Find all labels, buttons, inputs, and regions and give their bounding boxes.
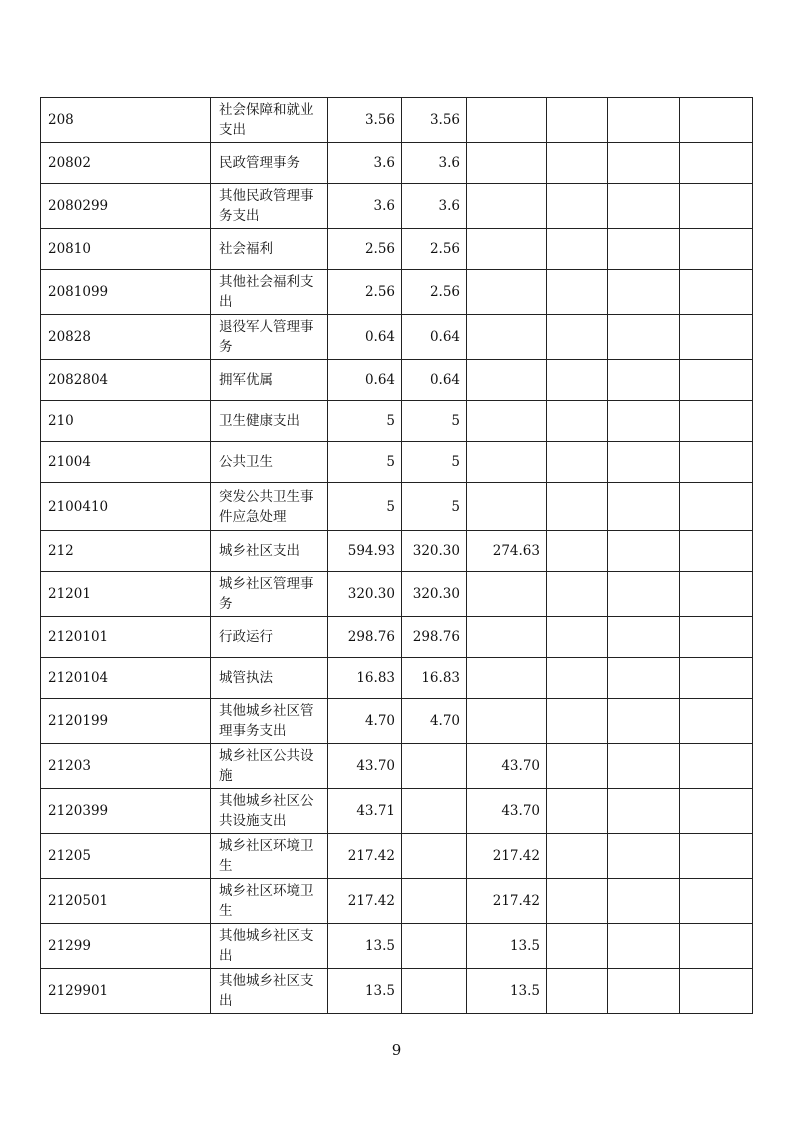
table-row [41, 969, 753, 1014]
row-code: 2120101 [41, 617, 211, 658]
row-project [467, 98, 547, 143]
row-code: 210 [41, 401, 211, 442]
row-project [467, 572, 547, 617]
row-col-8 [680, 969, 753, 1014]
row-basic [402, 789, 467, 834]
row-basic [402, 834, 467, 879]
row-total: 2.56 [328, 270, 402, 315]
row-code: 2120501 [41, 879, 211, 924]
row-col-7 [608, 143, 680, 184]
row-name: 卫生健康支出 [211, 401, 328, 442]
table-row [41, 143, 753, 184]
row-col-6 [547, 617, 608, 658]
row-total: 217.42 [328, 834, 402, 879]
table-row [41, 98, 753, 143]
row-col-7 [608, 401, 680, 442]
row-project [467, 143, 547, 184]
row-col-8 [680, 789, 753, 834]
row-name: 行政运行 [211, 617, 328, 658]
row-col-6 [547, 834, 608, 879]
row-col-8 [680, 98, 753, 143]
row-project: 13.5 [467, 969, 547, 1014]
table-row [41, 270, 753, 315]
row-col-7 [608, 969, 680, 1014]
table-row [41, 401, 753, 442]
row-col-6 [547, 924, 608, 969]
row-project: 274.63 [467, 531, 547, 572]
row-col-6 [547, 658, 608, 699]
row-name: 社会保障和就业支出 [211, 98, 328, 143]
table-row [41, 699, 753, 744]
row-name: 城乡社区管理事务 [211, 572, 328, 617]
row-total: 3.6 [328, 184, 402, 229]
row-name: 其他城乡社区支出 [211, 924, 328, 969]
row-col-8 [680, 531, 753, 572]
row-col-7 [608, 699, 680, 744]
row-project: 43.70 [467, 789, 547, 834]
row-name: 其他社会福利支出 [211, 270, 328, 315]
row-col-8 [680, 879, 753, 924]
table-row [41, 834, 753, 879]
row-name: 其他城乡社区支出 [211, 969, 328, 1014]
row-name: 城管执法 [211, 658, 328, 699]
row-col-7 [608, 98, 680, 143]
row-code: 21299 [41, 924, 211, 969]
table-row [41, 483, 753, 531]
row-code: 2129901 [41, 969, 211, 1014]
row-name: 城乡社区环境卫生 [211, 879, 328, 924]
row-col-7 [608, 270, 680, 315]
row-code: 2081099 [41, 270, 211, 315]
row-total: 5 [328, 442, 402, 483]
row-basic: 3.6 [402, 143, 467, 184]
row-basic: 3.56 [402, 98, 467, 143]
row-col-6 [547, 401, 608, 442]
row-total: 320.30 [328, 572, 402, 617]
row-col-8 [680, 270, 753, 315]
row-col-6 [547, 442, 608, 483]
table-row [41, 924, 753, 969]
row-col-6 [547, 744, 608, 789]
row-project [467, 315, 547, 360]
row-name: 公共卫生 [211, 442, 328, 483]
row-col-7 [608, 879, 680, 924]
table-row [41, 360, 753, 401]
row-total: 43.71 [328, 789, 402, 834]
row-col-7 [608, 531, 680, 572]
row-col-6 [547, 360, 608, 401]
row-col-7 [608, 789, 680, 834]
row-col-8 [680, 699, 753, 744]
row-col-7 [608, 483, 680, 531]
table-row [41, 572, 753, 617]
row-basic [402, 744, 467, 789]
row-col-7 [608, 744, 680, 789]
row-code: 2120399 [41, 789, 211, 834]
row-project [467, 184, 547, 229]
row-col-6 [547, 483, 608, 531]
row-col-7 [608, 315, 680, 360]
row-basic: 320.30 [402, 531, 467, 572]
row-col-8 [680, 184, 753, 229]
row-total: 0.64 [328, 315, 402, 360]
row-name: 其他城乡社区公共设施支出 [211, 789, 328, 834]
row-project: 43.70 [467, 744, 547, 789]
row-col-7 [608, 229, 680, 270]
row-project: 13.5 [467, 924, 547, 969]
row-project [467, 658, 547, 699]
row-basic: 16.83 [402, 658, 467, 699]
row-total: 594.93 [328, 531, 402, 572]
row-code: 20802 [41, 143, 211, 184]
row-code: 2120199 [41, 699, 211, 744]
row-name: 拥军优属 [211, 360, 328, 401]
row-name: 城乡社区环境卫生 [211, 834, 328, 879]
row-name: 其他城乡社区管理事务支出 [211, 699, 328, 744]
row-col-6 [547, 270, 608, 315]
row-name: 退役军人管理事务 [211, 315, 328, 360]
row-project [467, 270, 547, 315]
row-code: 208 [41, 98, 211, 143]
row-project [467, 442, 547, 483]
row-col-6 [547, 531, 608, 572]
table-row [41, 184, 753, 229]
row-col-8 [680, 658, 753, 699]
row-col-6 [547, 789, 608, 834]
row-code: 21205 [41, 834, 211, 879]
table-row [41, 229, 753, 270]
row-total: 3.6 [328, 143, 402, 184]
row-total: 3.56 [328, 98, 402, 143]
row-col-8 [680, 315, 753, 360]
row-project: 217.42 [467, 834, 547, 879]
row-col-8 [680, 143, 753, 184]
row-name: 民政管理事务 [211, 143, 328, 184]
row-col-7 [608, 360, 680, 401]
row-col-7 [608, 184, 680, 229]
row-col-8 [680, 442, 753, 483]
row-name: 社会福利 [211, 229, 328, 270]
table-row [41, 658, 753, 699]
row-total: 4.70 [328, 699, 402, 744]
table-row [41, 744, 753, 789]
row-project [467, 617, 547, 658]
row-code: 20828 [41, 315, 211, 360]
row-col-8 [680, 617, 753, 658]
row-total: 5 [328, 483, 402, 531]
row-basic: 2.56 [402, 270, 467, 315]
row-col-8 [680, 483, 753, 531]
row-col-6 [547, 699, 608, 744]
row-col-7 [608, 658, 680, 699]
row-name: 其他民政管理事务支出 [211, 184, 328, 229]
row-basic: 3.6 [402, 184, 467, 229]
table-row [41, 531, 753, 572]
row-basic: 0.64 [402, 360, 467, 401]
row-total: 16.83 [328, 658, 402, 699]
row-basic: 298.76 [402, 617, 467, 658]
row-name: 突发公共卫生事件应急处理 [211, 483, 328, 531]
row-project [467, 699, 547, 744]
row-total: 298.76 [328, 617, 402, 658]
table-row [41, 789, 753, 834]
row-project [467, 360, 547, 401]
row-col-6 [547, 229, 608, 270]
row-col-7 [608, 617, 680, 658]
row-col-8 [680, 229, 753, 270]
row-total: 217.42 [328, 879, 402, 924]
row-project: 217.42 [467, 879, 547, 924]
row-code: 2120104 [41, 658, 211, 699]
table-row [41, 315, 753, 360]
row-col-6 [547, 98, 608, 143]
row-col-7 [608, 442, 680, 483]
row-col-8 [680, 744, 753, 789]
row-col-7 [608, 834, 680, 879]
row-code: 2100410 [41, 483, 211, 531]
row-basic: 5 [402, 401, 467, 442]
row-basic: 5 [402, 483, 467, 531]
row-col-8 [680, 572, 753, 617]
row-code: 21201 [41, 572, 211, 617]
row-col-6 [547, 184, 608, 229]
row-basic [402, 924, 467, 969]
row-col-8 [680, 360, 753, 401]
row-total: 43.70 [328, 744, 402, 789]
row-project [467, 229, 547, 270]
row-total: 13.5 [328, 924, 402, 969]
row-basic [402, 879, 467, 924]
row-basic: 320.30 [402, 572, 467, 617]
row-col-8 [680, 924, 753, 969]
table-row [41, 879, 753, 924]
row-col-6 [547, 572, 608, 617]
page-number: 9 [391, 1041, 402, 1059]
row-basic [402, 969, 467, 1014]
row-total: 5 [328, 401, 402, 442]
row-col-8 [680, 834, 753, 879]
row-code: 21004 [41, 442, 211, 483]
table-row [41, 442, 753, 483]
row-total: 13.5 [328, 969, 402, 1014]
row-basic: 5 [402, 442, 467, 483]
row-project [467, 483, 547, 531]
row-name: 城乡社区公共设施 [211, 744, 328, 789]
row-basic: 0.64 [402, 315, 467, 360]
row-col-6 [547, 143, 608, 184]
row-col-6 [547, 315, 608, 360]
row-code: 2082804 [41, 360, 211, 401]
row-code: 2080299 [41, 184, 211, 229]
row-col-8 [680, 401, 753, 442]
row-col-6 [547, 969, 608, 1014]
table-row [41, 617, 753, 658]
row-basic: 4.70 [402, 699, 467, 744]
row-name: 城乡社区支出 [211, 531, 328, 572]
row-col-6 [547, 879, 608, 924]
row-col-7 [608, 572, 680, 617]
row-code: 20810 [41, 229, 211, 270]
row-total: 0.64 [328, 360, 402, 401]
row-total: 2.56 [328, 229, 402, 270]
row-basic: 2.56 [402, 229, 467, 270]
row-code: 21203 [41, 744, 211, 789]
row-project [467, 401, 547, 442]
budget-table [40, 97, 753, 1014]
row-col-7 [608, 924, 680, 969]
row-code: 212 [41, 531, 211, 572]
